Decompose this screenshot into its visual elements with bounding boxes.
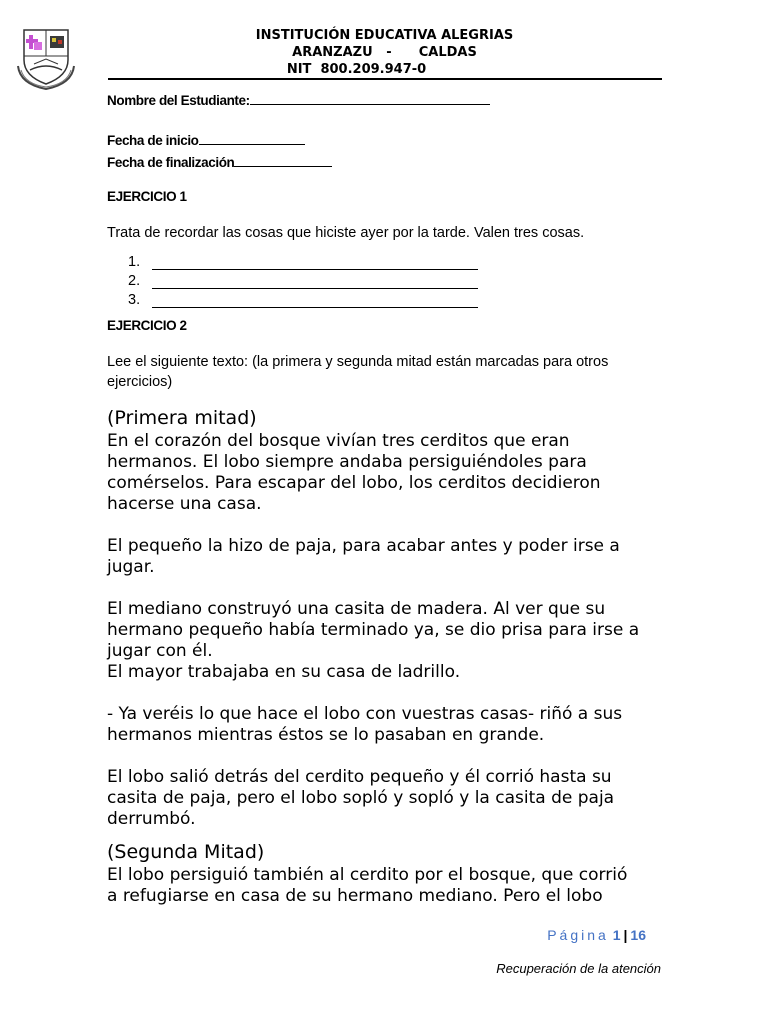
page-separator: | (623, 927, 628, 943)
start-date-label: Fecha de inicio (107, 133, 199, 148)
page-total: 16 (630, 927, 646, 943)
student-name-label: Nombre del Estudiante: (107, 93, 250, 108)
exercise1-instruction: Trata de recordar las cosas que hiciste ayer por la tarde. Valen tres cosas. (107, 225, 585, 241)
exercise2-instruction-line1: Lee el siguiente texto: (la primera y segunda mitad están marcadas para otros (107, 354, 609, 370)
page-word: Página (547, 927, 609, 943)
story-paragraph: El mediano construyó una casita de madera. Al ver que su hermano pequeño había terminado ya, se dio prisa para irse a jugar con él. (107, 599, 640, 661)
page-current: 1 (612, 927, 621, 943)
story-paragraph: El lobo persiguió también al cerdito por el bosque, que corrió a refugiarse en casa de su hermano mediano. Pero el lobo (107, 865, 628, 906)
story-paragraph: El lobo salió detrás del cerdito pequeño y él corrió hasta su casita de paja, pero el lobo sopló y sopló y la casita de paja derrumbó. (107, 767, 615, 829)
first-half-heading: (Primera mitad) (107, 407, 257, 429)
institution-name: INSTITUCIÓN EDUCATIVA ALEGRIAS (255, 28, 514, 43)
institution-nit: NIT 800.209.947-0 (286, 62, 427, 77)
document-footer-title: Recuperación de la atención (496, 961, 661, 976)
exercise2-instruction-line2: ejercicios) (107, 374, 173, 390)
list-item-number: 3. (128, 292, 141, 308)
list-item-number: 2. (128, 273, 141, 289)
story-paragraph: En el corazón del bosque vivían tres cerditos que eran hermanos. El lobo siempre andaba persiguiéndoles para comérselos. Para escapar del lobo, los cerditos decidieron hacerse una casa. (107, 431, 601, 514)
exercise2-title: EJERCICIO 2 (107, 318, 187, 333)
story-paragraph: El mayor trabajaba en su casa de ladrillo. (107, 662, 461, 682)
page-number (547, 927, 646, 943)
end-date-label: Fecha de finalización (107, 155, 235, 170)
list-item-number: 1. (128, 254, 141, 270)
exercise1-title: EJERCICIO 1 (107, 189, 187, 204)
story-paragraph: - Ya veréis lo que hace el lobo con vuestras casas- riñó a sus hermanos mientras éstos se lo pasaban en grande. (107, 704, 623, 745)
story-paragraph: El pequeño la hizo de paja, para acabar antes y poder irse a jugar. (107, 536, 620, 577)
second-half-heading: (Segunda Mitad) (107, 841, 265, 863)
institution-location: ARANZAZU - CALDAS (292, 45, 477, 60)
story-text (107, 406, 667, 907)
